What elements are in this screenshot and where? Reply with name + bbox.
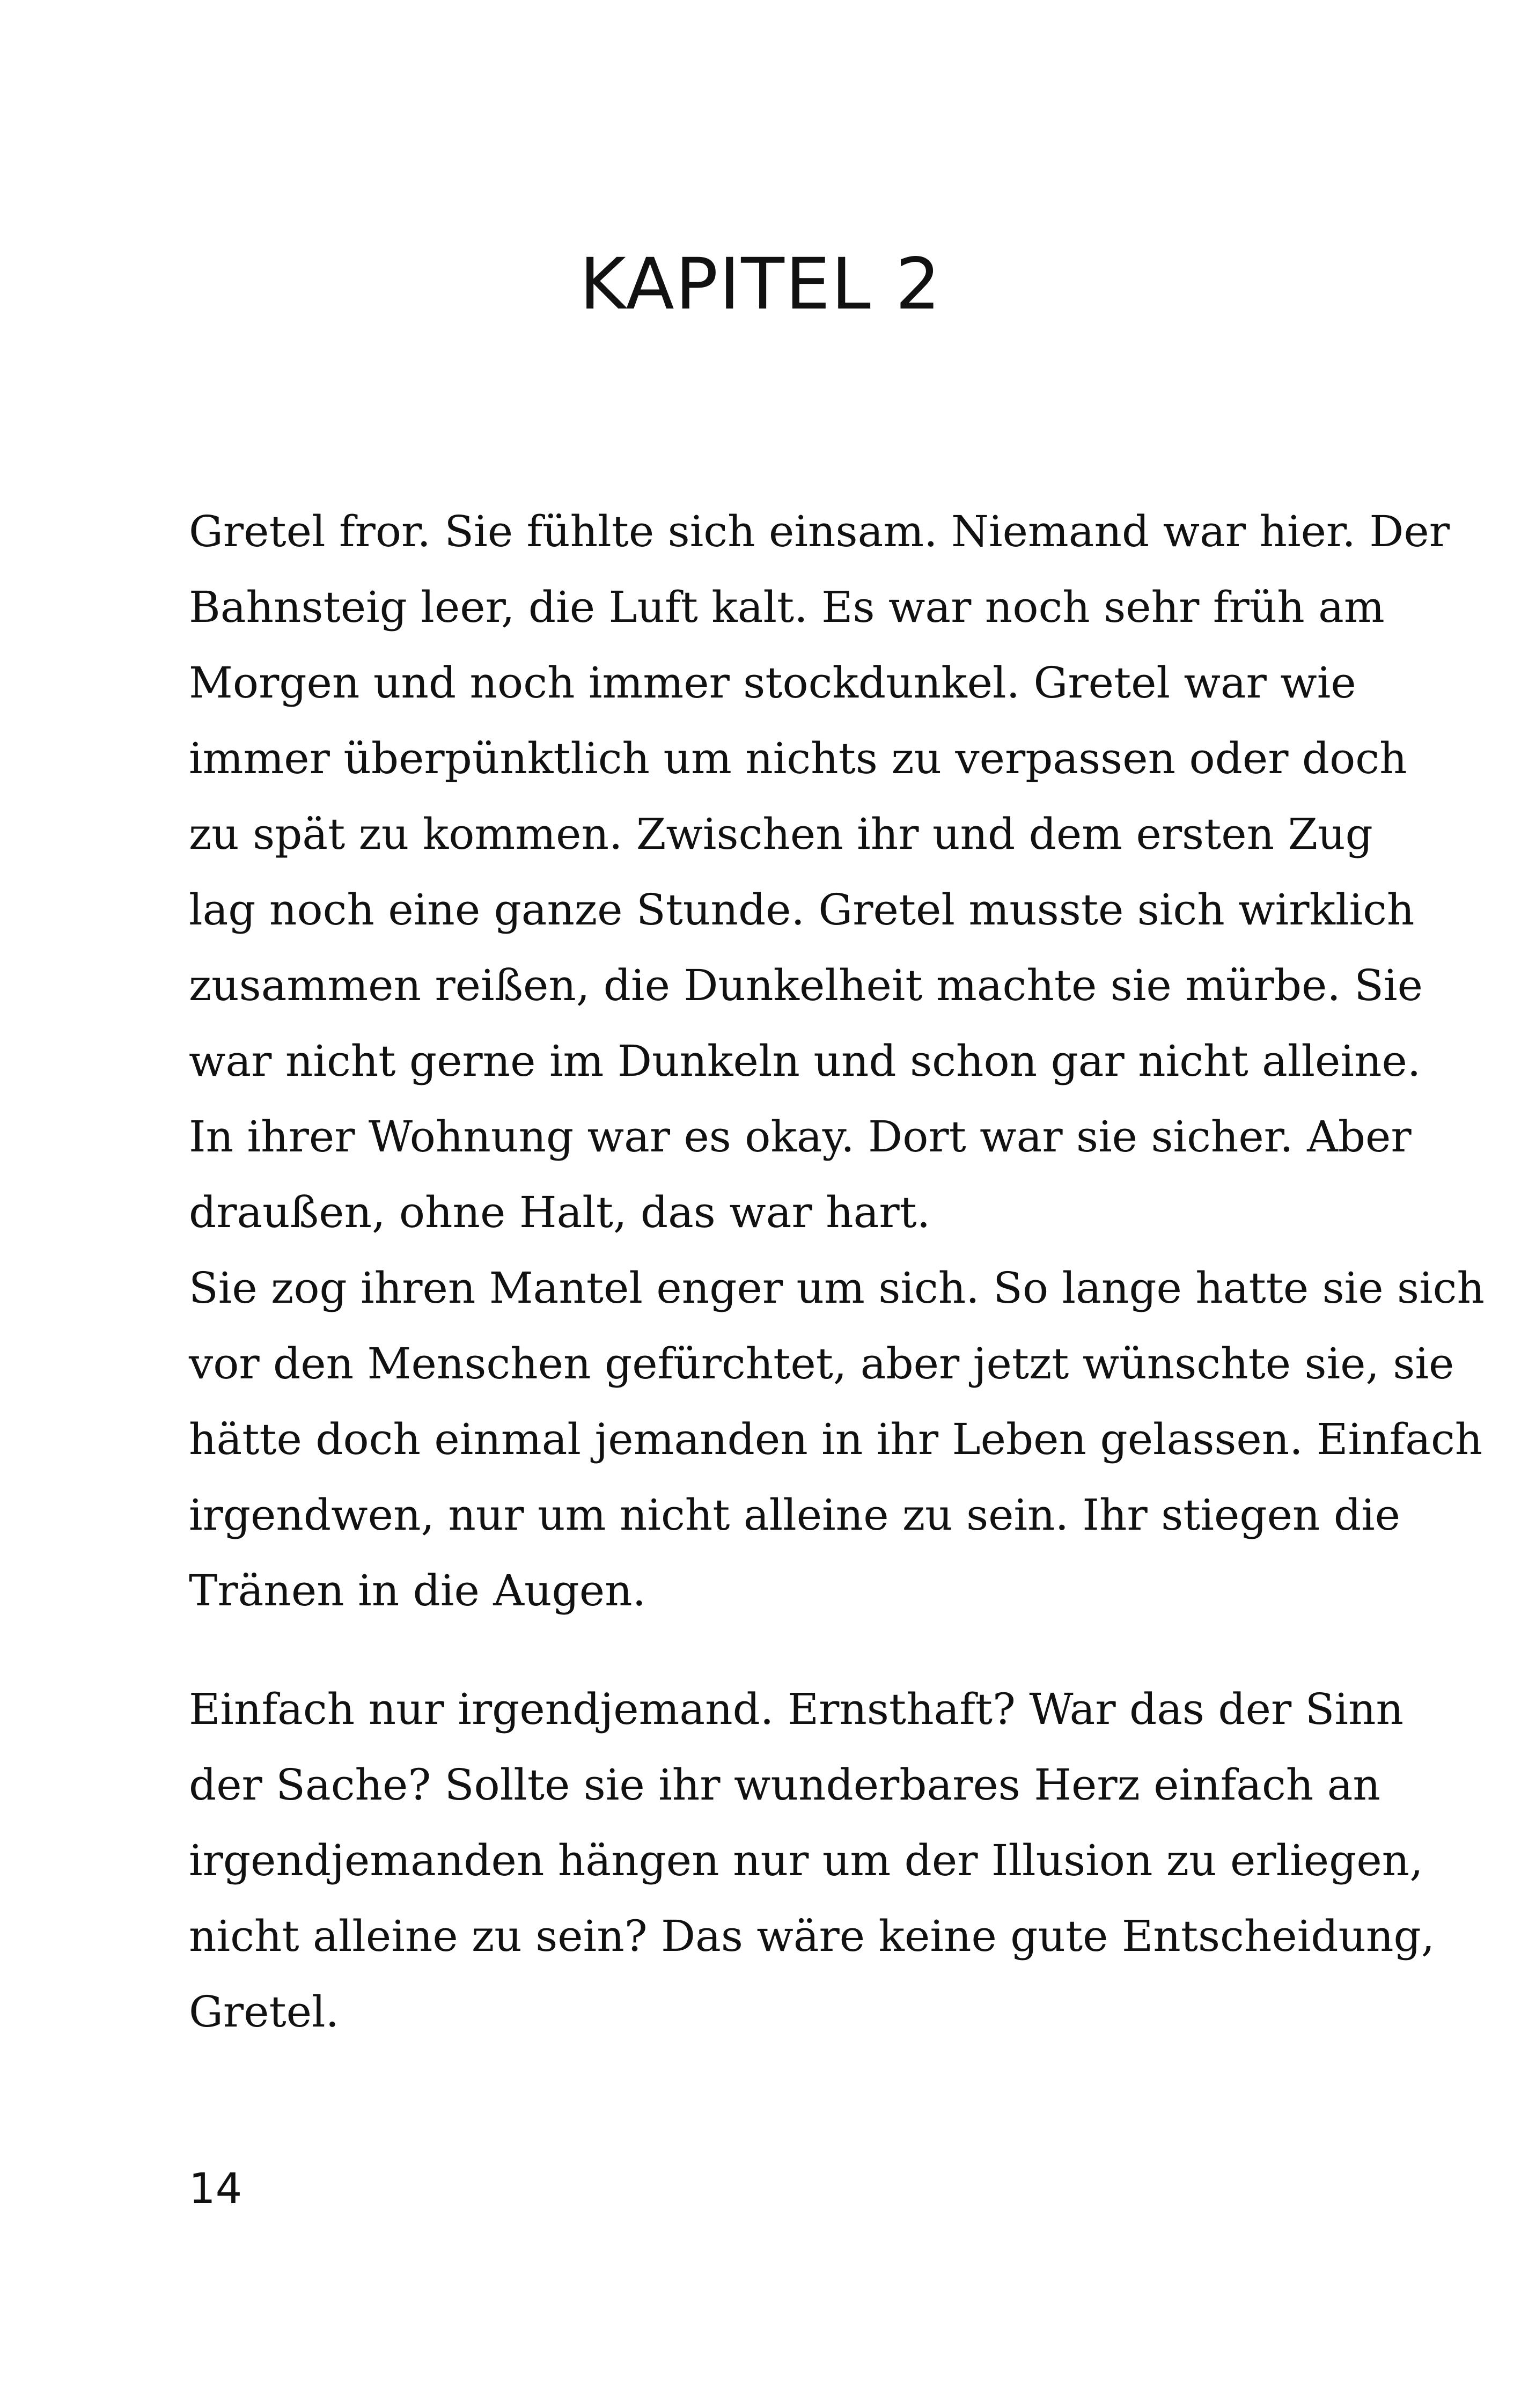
text-line: lag noch eine ganze Stunde. Gretel musste sich wirklich (189, 885, 1415, 935)
text-line: zu spät zu kommen. Zwischen ihr und dem ersten Zug (189, 809, 1373, 859)
text-line: der Sache? Sollte sie ihr wunderbares Herz einfach an (189, 1760, 1380, 1810)
text-line: hätte doch einmal jemanden in ihr Leben gelassen. Einfach (189, 1414, 1483, 1464)
text-line: Gretel fror. Sie fühlte sich einsam. Niemand war hier. Der (189, 506, 1450, 556)
text-line: Gretel. (189, 1987, 339, 2037)
text-line: war nicht gerne im Dunkeln und schon gar nicht alleine. (189, 1036, 1421, 1086)
paragraph (189, 494, 1485, 1628)
text-line: Tränen in die Augen. (189, 1566, 646, 1616)
text-line: In ihrer Wohnung war es okay. Dort war sie sicher. Aber (189, 1112, 1412, 1162)
text-line: irgendwen, nur um nicht alleine zu sein. Ihr stiegen die (189, 1490, 1401, 1540)
text-line: nicht alleine zu sein? Das wäre keine gute Entscheidung, (189, 1911, 1435, 1961)
chapter-title: KAPITEL 2 (579, 243, 942, 326)
page-number: 14 (189, 2165, 243, 2213)
text-line: Einfach nur irgendjemand. Ernsthaft? War das der Sinn (189, 1684, 1404, 1734)
text-line: Bahnsteig leer, die Luft kalt. Es war noch sehr früh am (189, 582, 1385, 632)
text-line: Morgen und noch immer stockdunkel. Gretel war wie (189, 658, 1356, 708)
text-line: zusammen reißen, die Dunkelheit machte sie mürbe. Sie (189, 960, 1423, 1010)
paragraph (189, 1671, 1435, 2050)
text-line: vor den Menschen gefürchtet, aber jetzt wünschte sie, sie (189, 1339, 1454, 1389)
text-line: Sie zog ihren Mantel enger um sich. So lange hatte sie sich (189, 1263, 1485, 1313)
text-line: draußen, ohne Halt, das war hart. (189, 1187, 931, 1237)
text-line: irgendjemanden hängen nur um der Illusion zu erliegen, (189, 1836, 1423, 1885)
text-line: immer überpünktlich um nichts zu verpassen oder doch (189, 733, 1407, 783)
